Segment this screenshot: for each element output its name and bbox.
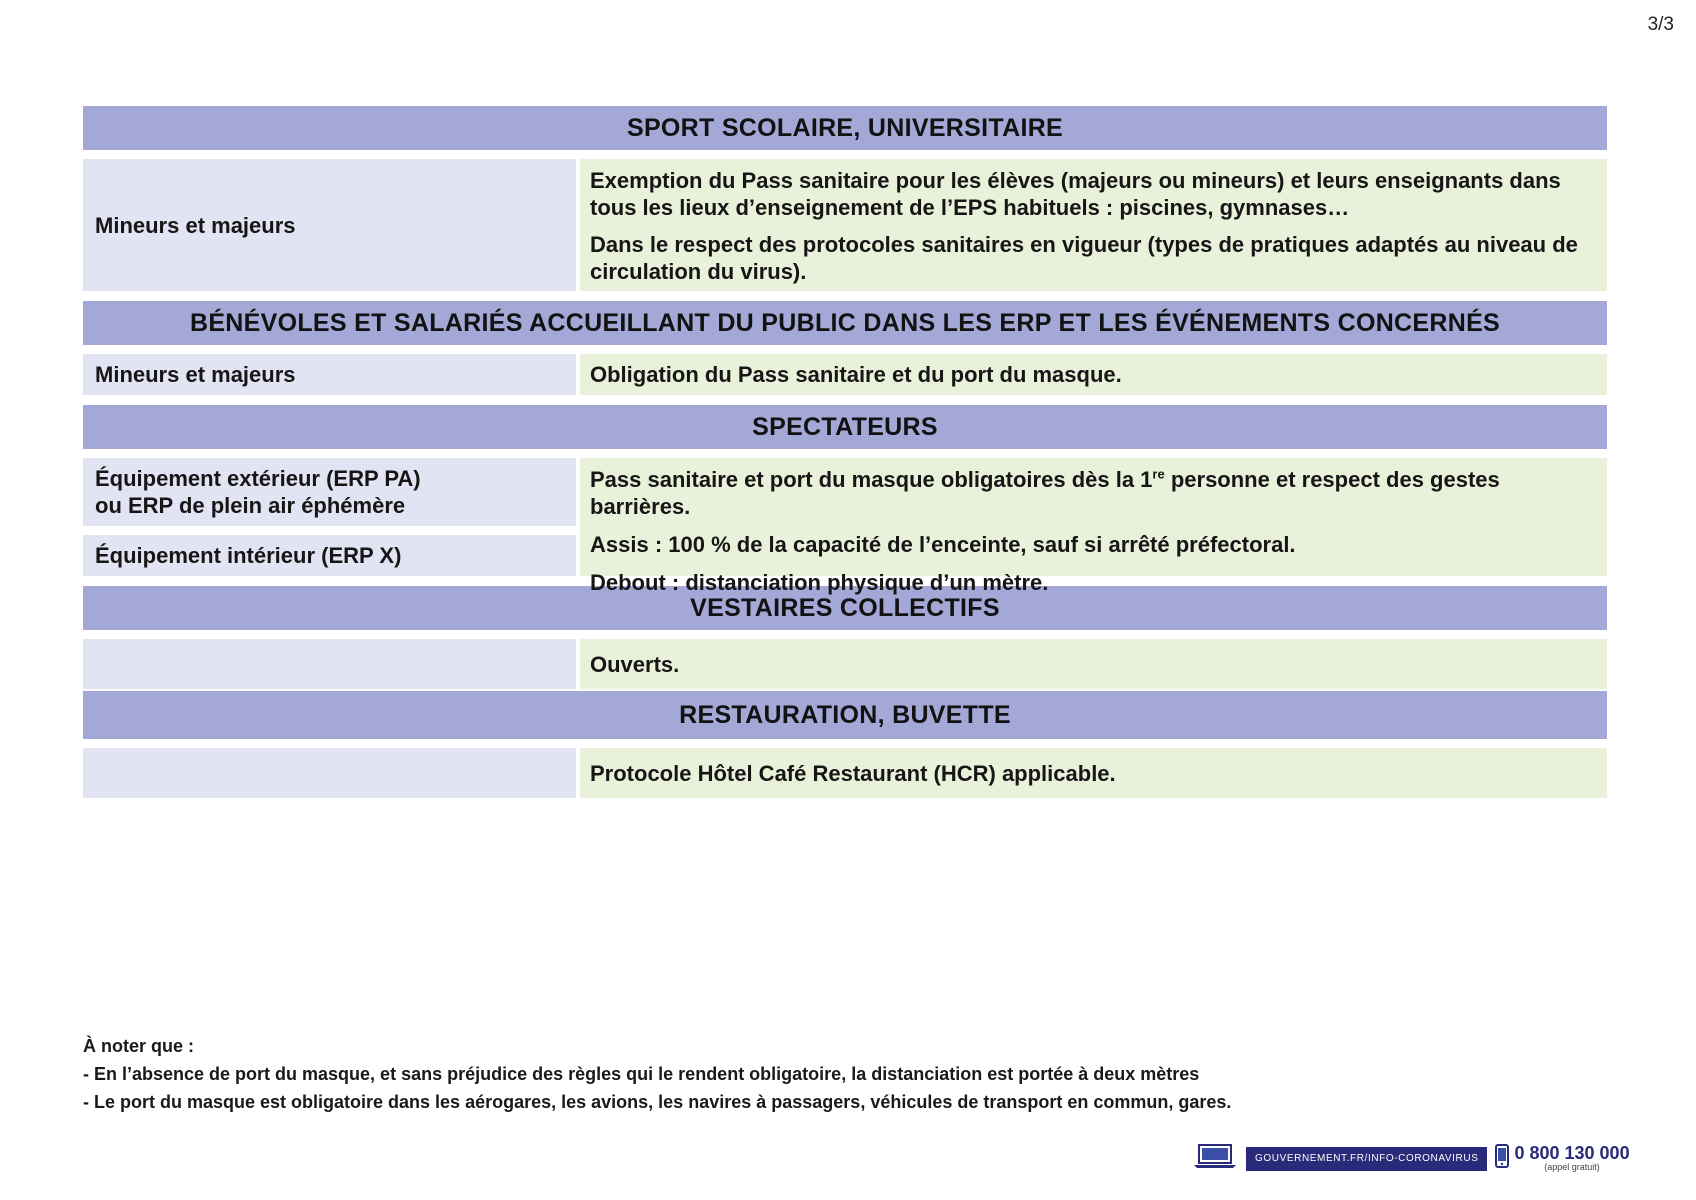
page-number: 3/3: [1647, 14, 1674, 35]
section-header-sport: SPORT SCOLAIRE, UNIVERSITAIRE: [83, 106, 1607, 150]
row-content: [580, 458, 1607, 595]
note-line: - Le port du masque est obligatoire dans les aérogares, les avions, les navires à passagers, véhicules de transport en commun, gares.: [83, 1092, 1232, 1112]
table-row: [83, 639, 1607, 689]
spectateurs-rows: [83, 458, 1607, 595]
row-label: Mineurs et majeurs: [83, 159, 576, 291]
content-paragraph: Pass sanitaire et port du masque obligatoires dès la 1re personne et respect des gestes barrières.: [590, 466, 1500, 519]
phone-icon: [1495, 1144, 1509, 1173]
content-paragraph: Assis : 100 % de la capacité de l’enceinte, sauf si arrêté préfectoral.: [590, 532, 1296, 557]
gov-link[interactable]: GOUVERNEMENT.FR/INFO-CORONAVIRUS: [1246, 1147, 1487, 1171]
row-content: Ouverts.: [580, 639, 1607, 689]
content-paragraph: Debout : distanciation physique d’un mètre.: [590, 570, 1049, 595]
row-content: Obligation du Pass sanitaire et du port du masque.: [580, 354, 1607, 395]
rules-table: [83, 106, 1607, 798]
footer: [1192, 1143, 1630, 1174]
row-label: Mineurs et majeurs: [83, 354, 576, 395]
row-content: Protocole Hôtel Café Restaurant (HCR) applicable.: [580, 748, 1607, 798]
content-paragraph: Dans le respect des protocoles sanitaires en vigueur (types de pratiques adaptés au niveau de circulation du virus).: [590, 232, 1578, 284]
content-paragraph: Exemption du Pass sanitaire pour les élèves (majeurs ou mineurs) et leurs enseignants dans tous les lieux d’enseignement de l’EPS habituels : piscines, gymnases…: [590, 168, 1561, 220]
section-header-restauration: RESTAURATION, BUVETTE: [83, 691, 1607, 739]
section-header-vestiaires: VESTAIRES COLLECTIFS: [83, 586, 1607, 630]
table-row: [83, 748, 1607, 798]
phone-block: [1495, 1144, 1629, 1173]
label-line: ou ERP de plein air éphémère: [95, 493, 406, 518]
phone-number[interactable]: 0 800 130 000: [1514, 1143, 1630, 1163]
table-row: [83, 159, 1607, 291]
notes-heading: À noter que :: [83, 1036, 194, 1056]
row-label-exterieur: [83, 458, 576, 526]
table-row: [83, 354, 1607, 395]
phone-note: (appel gratuit): [1544, 1162, 1600, 1172]
label-line: Équipement extérieur (ERP PA): [95, 466, 421, 491]
notes-block: [83, 1032, 1231, 1116]
laptop-icon: [1192, 1143, 1238, 1174]
section-header-benevoles: BÉNÉVOLES ET SALARIÉS ACCUEILLANT DU PUBLIC DANS LES ERP ET LES ÉVÉNEMENTS CONCERNÉS: [83, 301, 1607, 345]
note-line: - En l’absence de port du masque, et sans préjudice des règles qui le rendent obligatoire, la distanciation est portée à deux mètres: [83, 1064, 1200, 1084]
row-label: [83, 748, 576, 798]
row-label-interieur: Équipement intérieur (ERP X): [83, 535, 576, 576]
section-header-spectateurs: SPECTATEURS: [83, 405, 1607, 449]
row-content: [580, 159, 1607, 291]
row-label: [83, 639, 576, 689]
